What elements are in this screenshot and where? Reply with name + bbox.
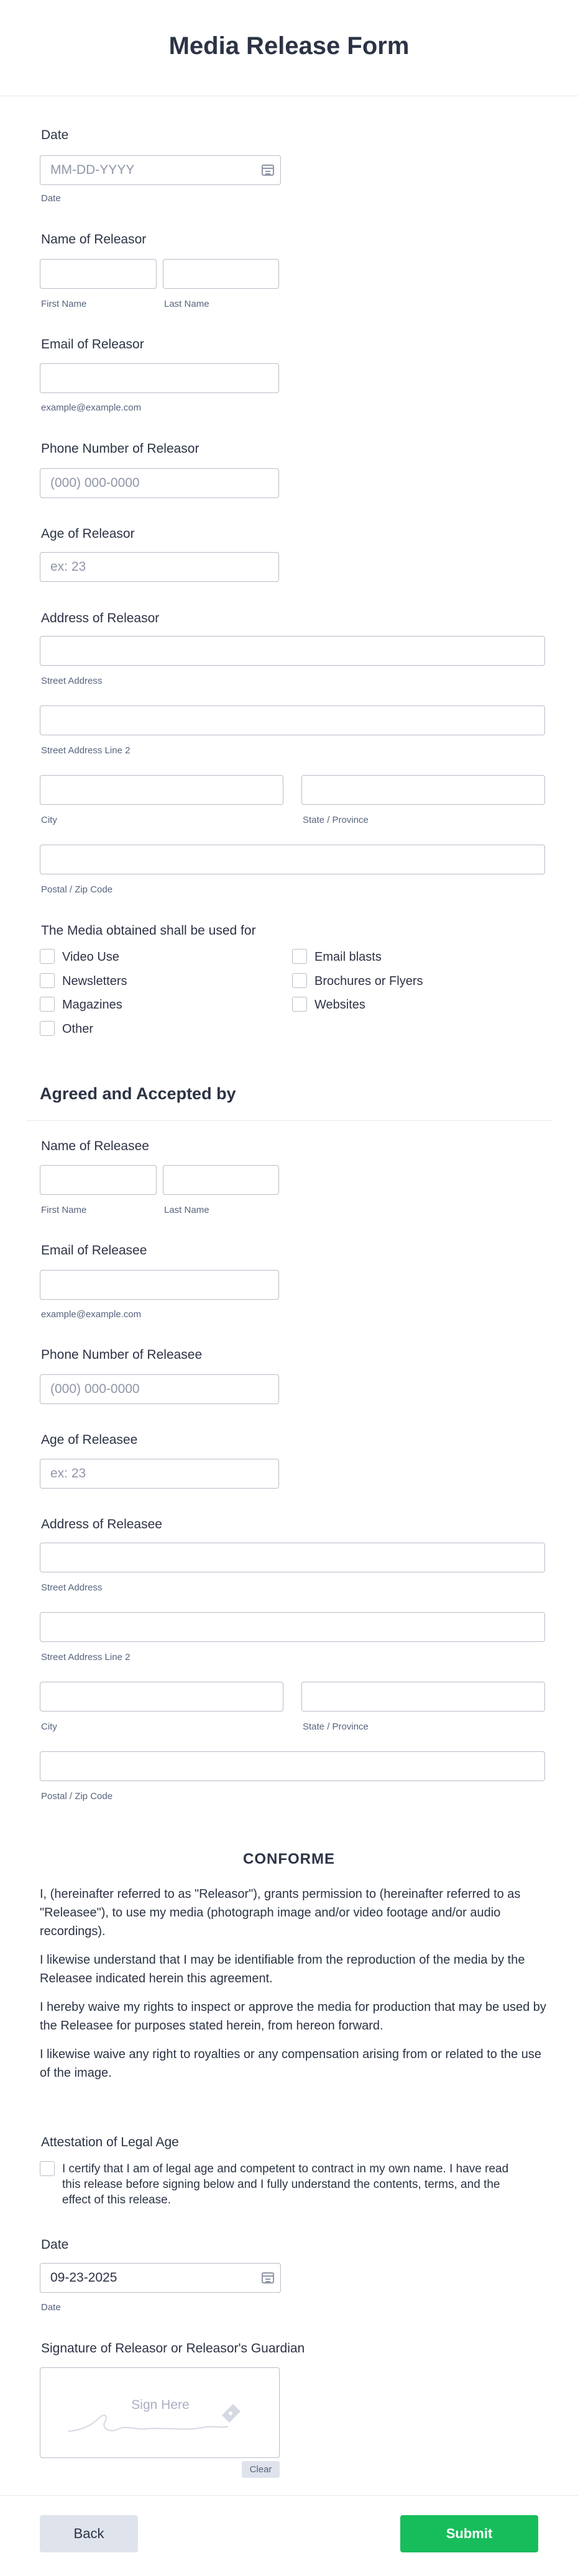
releasor-street2-sublabel: Street Address Line 2: [41, 745, 131, 756]
releasee-age-input[interactable]: [40, 1459, 279, 1489]
date-sublabel: Date: [41, 193, 61, 204]
attestation-label: Attestation of Legal Age: [41, 2135, 179, 2149]
releasee-last-name-input[interactable]: [163, 1165, 279, 1195]
releasor-first-name-sublabel: First Name: [41, 299, 87, 309]
releasor-state-input[interactable]: [301, 775, 545, 805]
attestation-text: [62, 2161, 541, 2208]
section-divider: [26, 1120, 552, 1121]
sign-date-value: 09-23-2025: [50, 2270, 117, 2285]
releasee-state-input[interactable]: [301, 1682, 545, 1712]
releasor-last-name-sublabel: Last Name: [164, 299, 209, 309]
media-use-label: The Media obtained shall be used for: [41, 923, 256, 938]
releasee-first-name-sublabel: First Name: [41, 1205, 87, 1215]
releasee-last-name-sublabel: Last Name: [164, 1205, 209, 1215]
conforme-p4-line-1: I likewise waive any right to royalties or any compensation arising from or related to the use: [40, 2048, 542, 2061]
releasee-first-name-input[interactable]: [40, 1165, 157, 1195]
releasee-city-sublabel: City: [41, 1721, 57, 1732]
releasor-name-label: Name of Releasor: [41, 232, 147, 247]
releasee-city-input[interactable]: [40, 1682, 283, 1712]
conforme-p1-line-2: "Releasee"), to use my media (photograph image and/or video footage and/or audio: [40, 1906, 501, 1920]
back-button[interactable]: Back: [40, 2515, 138, 2552]
date-input[interactable]: [40, 155, 281, 185]
releasee-address-label: Address of Releasee: [41, 1517, 162, 1531]
releasor-email-sublabel: example@example.com: [41, 402, 142, 413]
checkbox-label-websites: Websites: [314, 998, 365, 1012]
calendar-icon[interactable]: [262, 165, 274, 176]
conforme-p1-line-1: I, (hereinafter referred to as "Releasor"), grants permission to (hereinafter referred to as: [40, 1887, 521, 1901]
conforme-p3-line-1: I hereby waive my rights to inspect or approve the media for production that may be used by: [40, 2000, 546, 2014]
conforme-p3-line-2: the Releasee for purposes stated herein, from hereon forward.: [40, 2019, 383, 2033]
checkbox-label-video-use: Video Use: [62, 950, 119, 964]
checkbox-websites[interactable]: [292, 997, 307, 1012]
checkbox-label-newsletters: Newsletters: [62, 974, 127, 988]
releasee-age-label: Age of Releasee: [41, 1433, 138, 1447]
checkbox-email-blasts[interactable]: [292, 949, 307, 964]
releasee-state-sublabel: State / Province: [303, 1721, 369, 1732]
checkbox-magazines[interactable]: [40, 997, 55, 1012]
signature-placeholder: Sign Here: [131, 2398, 190, 2412]
releasee-postal-sublabel: Postal / Zip Code: [41, 1791, 113, 1802]
sign-date-input[interactable]: [40, 2263, 281, 2293]
releasee-email-input[interactable]: [40, 1270, 279, 1300]
releasor-state-sublabel: State / Province: [303, 815, 369, 825]
releasee-street2-sublabel: Street Address Line 2: [41, 1652, 131, 1662]
attestation-line-2: this release before signing below and I fully understand the contents, terms, and the: [62, 2178, 500, 2191]
releasee-phone-input[interactable]: [40, 1374, 279, 1404]
releasor-city-sublabel: City: [41, 815, 57, 825]
conforme-paragraph-1: [40, 1885, 549, 1941]
conforme-p4-line-2: of the image.: [40, 2066, 112, 2080]
conforme-p2-line-1: I likewise understand that I may be identifiable from the reproduction of the media by the: [40, 1953, 525, 1967]
releasor-email-input[interactable]: [40, 363, 279, 393]
conforme-paragraph-2: [40, 1951, 549, 1988]
releasor-first-name-input[interactable]: [40, 259, 157, 289]
date-placeholder: MM-DD-YYYY: [50, 163, 135, 177]
releasor-address-label: Address of Releasor: [41, 611, 160, 625]
releasee-postal-input[interactable]: [40, 1751, 545, 1781]
checkbox-newsletters[interactable]: [40, 973, 55, 988]
attestation-line-3: effect of this release.: [62, 2193, 171, 2206]
releasor-postal-sublabel: Postal / Zip Code: [41, 884, 113, 895]
releasor-last-name-input[interactable]: [163, 259, 279, 289]
releasor-phone-input[interactable]: [40, 468, 279, 498]
releasor-street-input[interactable]: [40, 636, 545, 666]
releasor-age-label: Age of Releasor: [41, 527, 135, 541]
releasor-street-sublabel: Street Address: [41, 676, 103, 686]
checkbox-brochures[interactable]: [292, 973, 307, 988]
releasor-phone-placeholder: (000) 000-0000: [50, 476, 140, 490]
signature-label: Signature of Releasor or Releasor's Guardian: [41, 2341, 305, 2356]
releasee-phone-label: Phone Number of Releasee: [41, 1348, 203, 1362]
conforme-p2-line-2: Releasee indicated herein this agreement.: [40, 1972, 273, 1985]
sign-date-label: Date: [41, 2238, 69, 2252]
accepted-heading: Agreed and Accepted by: [40, 1084, 236, 1103]
conforme-paragraph-3: [40, 1998, 549, 2035]
releasee-name-label: Name of Releasee: [41, 1139, 149, 1153]
conforme-paragraph-4: [40, 2045, 549, 2082]
calendar-icon[interactable]: [262, 2272, 274, 2283]
conforme-title: CONFORME: [243, 1851, 335, 1867]
releasor-phone-label: Phone Number of Releasor: [41, 442, 200, 456]
sign-date-sublabel: Date: [41, 2302, 61, 2313]
releasor-postal-input[interactable]: [40, 845, 545, 874]
submit-button[interactable]: Submit: [400, 2515, 538, 2552]
attestation-checkbox[interactable]: [40, 2161, 55, 2176]
checkbox-label-magazines: Magazines: [62, 998, 122, 1012]
signature-pad[interactable]: [40, 2367, 280, 2458]
releasor-age-input[interactable]: [40, 552, 279, 582]
checkbox-other[interactable]: [40, 1021, 55, 1036]
releasee-street2-input[interactable]: [40, 1612, 545, 1642]
releasee-age-placeholder: ex: 23: [50, 1466, 86, 1481]
releasee-street-input[interactable]: [40, 1543, 545, 1572]
checkbox-label-email-blasts: Email blasts: [314, 950, 382, 964]
releasor-age-placeholder: ex: 23: [50, 560, 86, 574]
conforme-p1-line-3: recordings).: [40, 1925, 106, 1938]
page-title: Media Release Form: [168, 32, 410, 60]
clear-signature-button[interactable]: Clear: [242, 2461, 280, 2478]
checkbox-label-brochures: Brochures or Flyers: [314, 974, 423, 988]
releasee-email-label: Email of Releasee: [41, 1243, 147, 1258]
date-label: Date: [41, 128, 69, 142]
checkbox-label-other: Other: [62, 1022, 94, 1036]
releasor-email-label: Email of Releasor: [41, 337, 144, 351]
checkbox-video-use[interactable]: [40, 949, 55, 964]
releasee-street-sublabel: Street Address: [41, 1582, 103, 1593]
releasor-city-input[interactable]: [40, 775, 283, 805]
releasee-email-sublabel: example@example.com: [41, 1309, 142, 1320]
attestation-line-1: I certify that I am of legal age and competent to contract in my own name. I have read: [62, 2162, 509, 2175]
releasor-street2-input[interactable]: [40, 705, 545, 735]
releasee-phone-placeholder: (000) 000-0000: [50, 1382, 140, 1396]
